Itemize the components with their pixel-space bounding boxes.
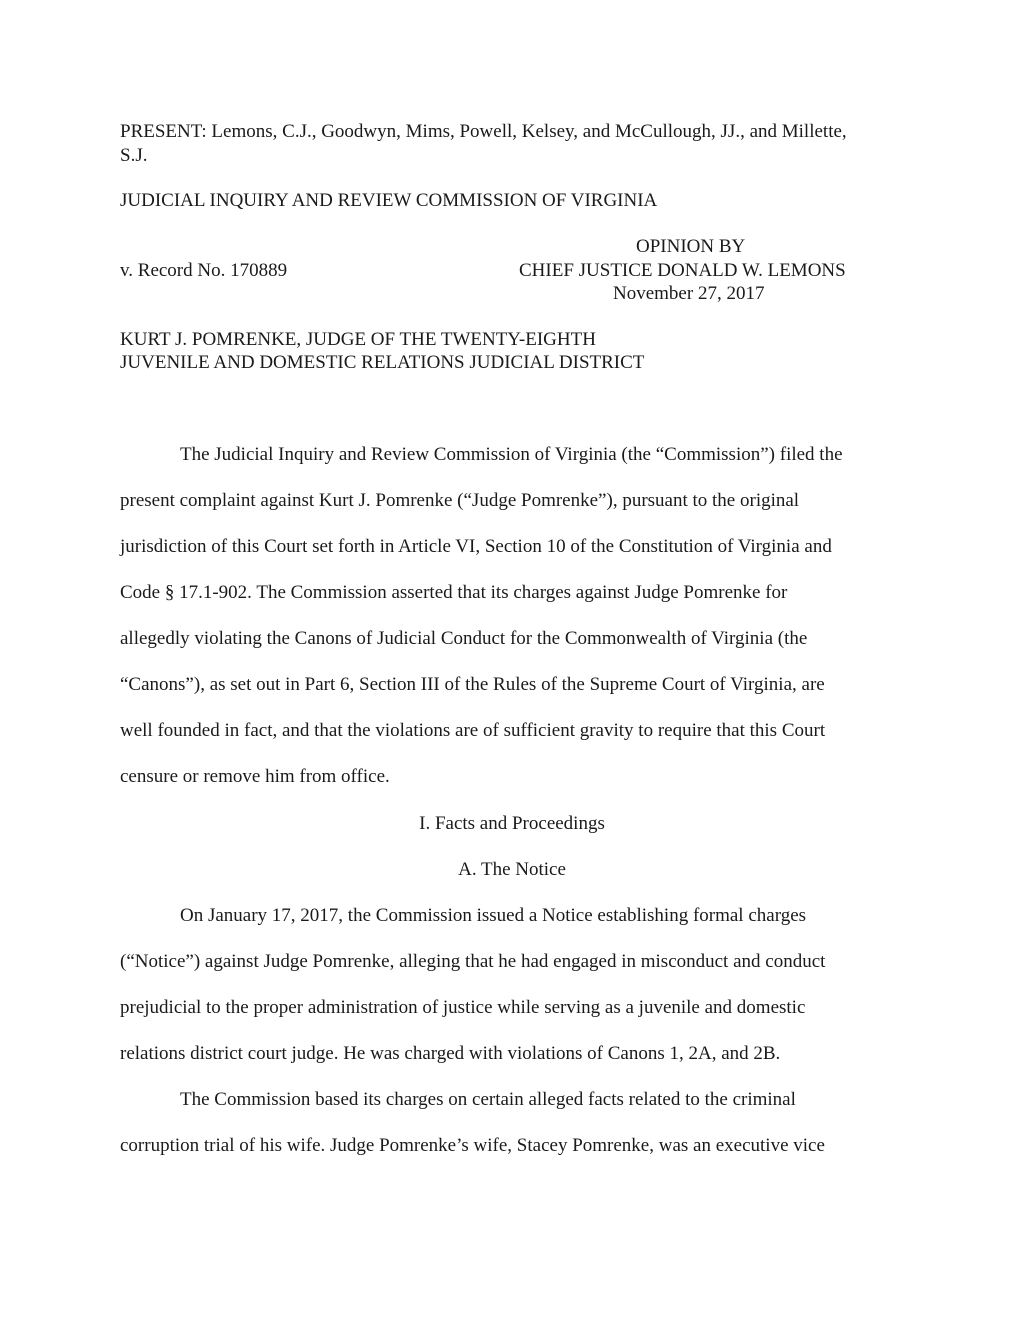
body-text-line: relations district court judge. He was charged with violations of Canons 1, 2A, and 2B.: [120, 1043, 781, 1064]
body-text-line: “Canons”), as set out in Part 6, Section III of the Rules of the Supreme Court of Virginia, are: [120, 674, 825, 695]
body-text-line: censure or remove him from office.: [120, 766, 390, 787]
body-text-line: jurisdiction of this Court set forth in Article VI, Section 10 of the Constitution of Virginia and: [120, 536, 832, 557]
petitioner-name: JUDICIAL INQUIRY AND REVIEW COMMISSION OF VIRGINIA: [120, 190, 658, 211]
body-text-line: Code § 17.1-902. The Commission asserted that its charges against Judge Pomrenke for: [120, 582, 788, 603]
body-text-line: allegedly violating the Canons of Judicial Conduct for the Commonwealth of Virginia (the: [120, 628, 808, 649]
present-line: PRESENT: Lemons, C.J., Goodwyn, Mims, Powell, Kelsey, and McCullough, JJ., and Millette,: [120, 121, 847, 142]
body-text-line: corruption trial of his wife. Judge Pomrenke’s wife, Stacey Pomrenke, was an executive vice: [120, 1135, 825, 1156]
respondent-line-continued: JUVENILE AND DOMESTIC RELATIONS JUDICIAL DISTRICT: [120, 352, 645, 373]
body-text-line: The Commission based its charges on certain alleged facts related to the criminal: [180, 1089, 796, 1110]
body-text-line: prejudicial to the proper administration of justice while serving as a juvenile and domestic: [120, 997, 806, 1018]
record-number: v. Record No. 170889: [120, 260, 288, 281]
section-heading: I. Facts and Proceedings: [419, 813, 605, 834]
present-line-continued: S.J.: [120, 145, 148, 166]
body-text-line: present complaint against Kurt J. Pomrenke (“Judge Pomrenke”), pursuant to the original: [120, 490, 800, 511]
opinion-by-label: OPINION BY: [636, 236, 746, 257]
respondent-line: KURT J. POMRENKE, JUDGE OF THE TWENTY-EIGHTH: [120, 329, 596, 350]
opinion-date: November 27, 2017: [613, 283, 765, 304]
body-text-line: The Judicial Inquiry and Review Commission of Virginia (the “Commission”) filed the: [180, 444, 843, 465]
body-text-line: (“Notice”) against Judge Pomrenke, alleging that he had engaged in misconduct and conduct: [120, 951, 826, 972]
body-text-line: On January 17, 2017, the Commission issued a Notice establishing formal charges: [180, 905, 807, 926]
subsection-heading: A. The Notice: [458, 859, 566, 880]
body-text-line: well founded in fact, and that the violations are of sufficient gravity to require that this Court: [120, 720, 826, 741]
opinion-author: CHIEF JUSTICE DONALD W. LEMONS: [519, 260, 846, 281]
